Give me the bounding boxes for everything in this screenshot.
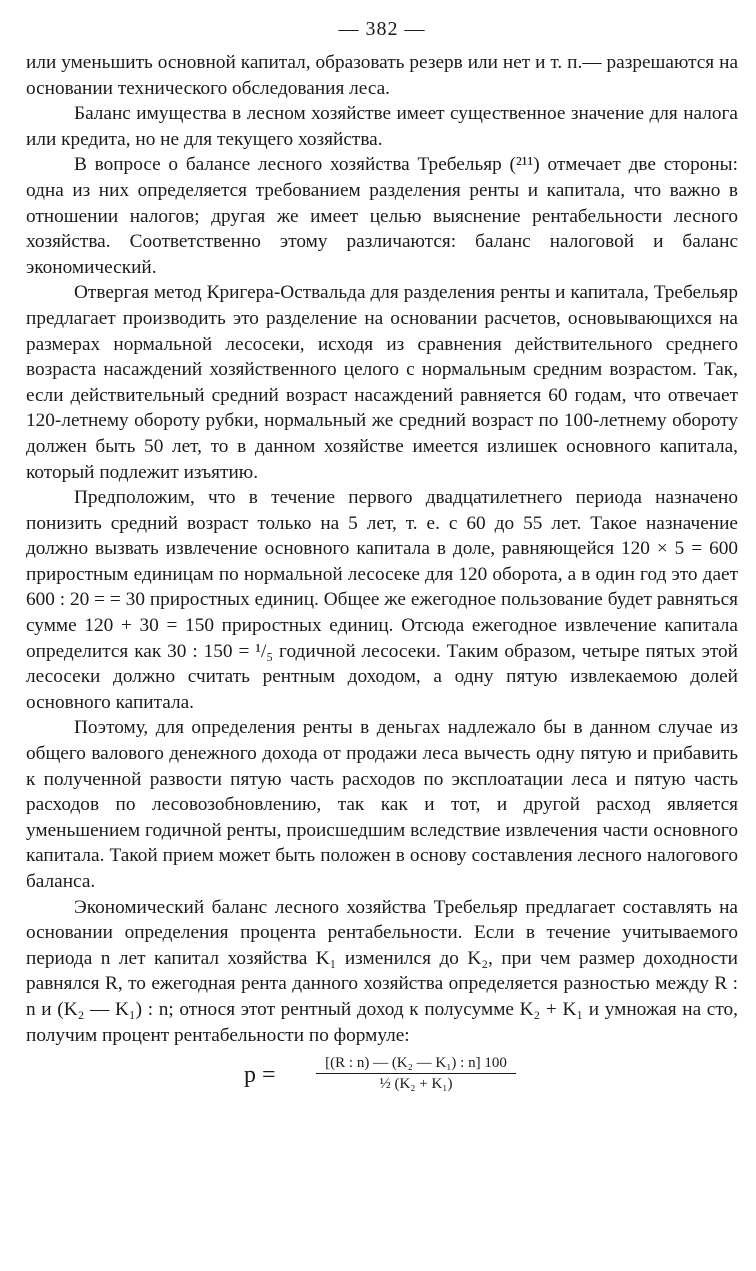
paragraph-1: или уменьшить основной капитал, образовать резерв или нет и т. п.— разрешаются на основании технического обследования леса.	[26, 52, 738, 99]
formula-numerator: [(R : n) — (K₂ — K₁) : n] 100	[316, 1054, 516, 1074]
paragraph-4: Отвергая метод Кригера-Оствальда для разделения ренты и капитала, Требельяр предлагает производить это разделение на основании расчетов, основывающихся на размерах нормальной лесосеки, исходя из сравнения действительного среднего возраста насаждений хозяйственного целого с нормальным средним возрастом. Так, если действительный средний возраст насаждений равняется 60 годам, что отвечает 120-летнему обороту рубки, нормальный же средний возраст по 100-летнему обороту должен быть 50 лет, то в данном хозяйстве имеется излишек основного капитала, который подлежит изъятию.	[26, 282, 738, 483]
paragraph-5: Предположим, что в течение первого двадцатилетнего периода назначено понизить средний возраст только на 5 лет, т. е. с 60 до 55 лет. Такое назначение должно вызвать извлечение основного капитала в доле, равняющейся 120 × 5 = 600 приростным единицам по нормальной лесосеке для 120 оборота, а в один год это дает 600 : 20 = = 30 приростных единиц. Общее же ежегодное пользование будет равняться сумме 120 + 30 = 150 приростных единиц. Отсюда ежегодное извлечение капитала определится как 30 : 150 = ¹/₅ годичной лесосеки. Таким образом, четыре пятых этой лесосеки должно считать рентным доходом, а одну пятую извлекаемою долей основного капитала.	[26, 487, 738, 713]
document-page	[26, 14, 738, 1100]
formula-lhs: p =	[244, 1062, 276, 1089]
rentability-formula	[26, 1054, 738, 1100]
formula-fraction	[316, 1054, 516, 1093]
paragraph-2: Баланс имущества в лесном хозяйстве имеет существенное значение для налога или кредита, но не для текущего хозяйства.	[26, 103, 738, 150]
page-number: — 382 —	[338, 18, 426, 40]
paragraph-6: Поэтому, для определения ренты в деньгах надлежало бы в данном случае из общего валового денежного дохода от продажи леса вычесть одну пятую и прибавить к полученной развости пятую часть расходов по эксплоатации леса и пятую часть расходов по лесовозобновлению, так как и тот, и другой расход является уменьшением годичной ренты, происшедшим вследствие извлечения части основного капитала. Такой прием может быть положен в основу составления лесного налогового баланса.	[26, 717, 738, 892]
paragraph-3: В вопросе о балансе лесного хозяйства Требельяр (²¹¹) отмечает две стороны: одна из них определяется требованием разделения ренты и капитала, что важно в отношении налогов; другая же имеет целью выяснение рентабельности лесного хозяйства. Соответственно этому различаются: баланс налоговой и баланс экономический.	[26, 154, 738, 278]
formula-denominator: ½ (K₂ + K₁)	[379, 1076, 453, 1093]
paragraph-7: Экономический баланс лесного хозяйства Требельяр предлагает составлять на основании определения процента рентабельности. Если в течение учитываемого периода n лет капитал хозяйства K₁ изменился до K₂, при чем размер доходности равнялся R, то ежегодная рента данного хозяйства определяется разностью между R : n и (K₂ — K₁) : n; относя этот рентный доход к полусумме K₂ + K₁ и умножая на сто, получим процент рентабельности по формуле:	[26, 896, 738, 1046]
